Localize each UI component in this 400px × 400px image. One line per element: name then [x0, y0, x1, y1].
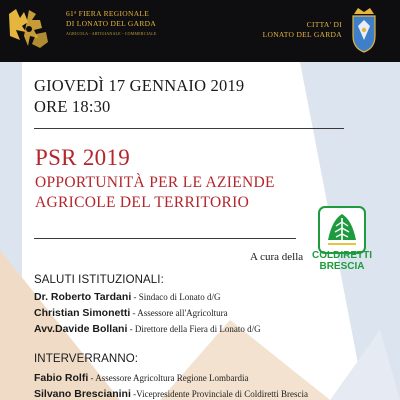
citta-title	[263, 20, 342, 39]
speaker-name: Fabio Rolfi	[34, 372, 89, 384]
speaker-role: - Sindaco di Lonato d/G	[131, 292, 221, 302]
speaker-name: Christian Simonetti	[34, 307, 131, 319]
citta-title-line1: CITTA' DI	[306, 20, 342, 29]
organizer-name-line1: COLDIRETTI	[312, 250, 372, 261]
speaker-role: -Vicepresidente Provinciale di Coldiretti Brescia	[130, 389, 309, 399]
saluti-heading: SALUTI ISTITUZIONALI:	[34, 274, 164, 286]
event-title: PSR 2019	[35, 145, 131, 170]
fiera-logo-icon	[6, 6, 52, 52]
speaker-name: Dr. Roberto Tardani	[34, 291, 132, 303]
divider-middle	[34, 238, 296, 239]
speaker-role: - Assessore Agricoltura Regione Lombardia	[88, 373, 249, 383]
saluti-speaker	[34, 307, 228, 319]
event-date: GIOVEDÌ 17 GENNAIO 2019	[34, 76, 245, 95]
poster-content	[0, 62, 400, 400]
speaker-name: Avv.Davide Bollani	[34, 323, 128, 335]
fiera-title	[66, 9, 157, 36]
organizer-prefix: A cura della	[250, 251, 304, 263]
saluti-speaker	[34, 323, 261, 335]
event-time: ORE 18:30	[34, 97, 111, 116]
organizer-name-line2: BRESCIA	[319, 261, 365, 272]
fiera-title-line2: DI LONATO DEL GARDA	[66, 19, 157, 28]
interventi-speaker	[34, 372, 248, 384]
organizer-name	[306, 250, 378, 272]
divider-top	[34, 128, 344, 129]
event-subtitle-line1: OPPORTUNITÀ PER LE AZIENDE	[35, 174, 275, 191]
interventi-heading: INTERVERRANNO:	[34, 353, 139, 365]
city-coat-of-arms-icon	[350, 6, 378, 54]
fiera-subtitle: AGRICOLA - ARTIGIANALE - COMMERCIALE	[66, 31, 157, 36]
coldiretti-logo-icon	[318, 206, 366, 254]
saluti-speaker	[34, 291, 220, 303]
speaker-role: - Assessore all'Agricoltura	[130, 308, 228, 318]
event-subtitle-line2: AGRICOLE DEL TERRITORIO	[35, 194, 250, 211]
speaker-name: Silvano Brescianini	[34, 388, 131, 400]
interventi-speaker	[34, 388, 308, 400]
speaker-role: - Direttore della Fiera di Lonato d/G	[127, 324, 261, 334]
fiera-title-line1: 61ª FIERA REGIONALE	[66, 9, 150, 18]
citta-title-line2: LONATO DEL GARDA	[262, 30, 342, 39]
header-bar	[0, 0, 400, 62]
